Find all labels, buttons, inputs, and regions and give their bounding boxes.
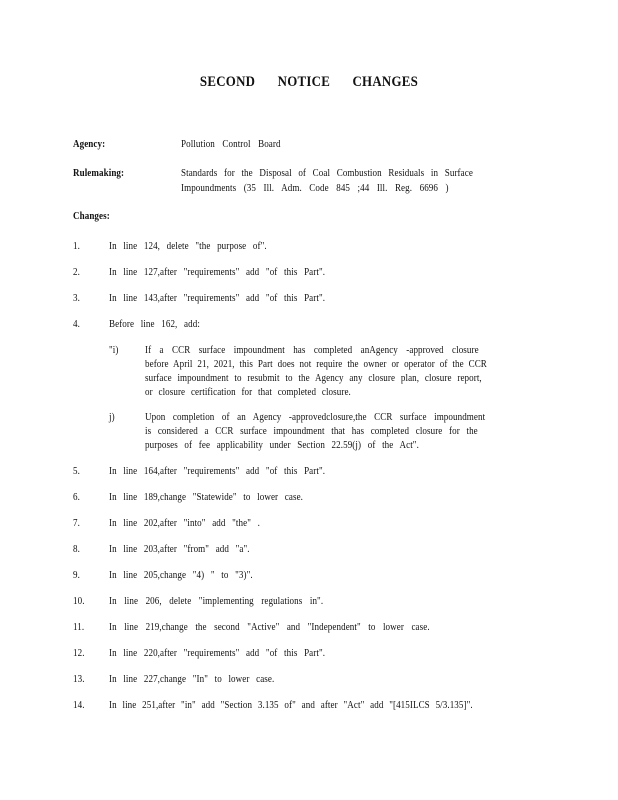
change-text: In line 205,change "4) " to "3)".: [109, 570, 253, 581]
change-text: In line 203,after "from" add "a".: [109, 544, 250, 555]
change-text: In line 143,after "requirements" add "of this Part".: [109, 293, 326, 304]
change-number: 7.: [73, 518, 80, 529]
change-text: In line 124, delete "the purpose of".: [109, 241, 267, 252]
change-text: In line 227,change "In" to lower case.: [109, 674, 275, 685]
change-number: 9.: [73, 570, 80, 581]
change-number: 10.: [73, 596, 85, 607]
change-text: In line 219,change the second "Active" and "Independent" to lower case.: [109, 622, 430, 633]
insert-j-label: j): [109, 412, 115, 423]
change-number: 1.: [73, 241, 80, 252]
change-number: 8.: [73, 544, 80, 555]
agency-label: Agency:: [73, 139, 106, 150]
change-number: 14.: [73, 700, 85, 711]
change-text: In line 251,after "in" add "Section 3.135 of" and after "Act" add "[415ILCS 5/3.135]".: [109, 700, 473, 711]
insert-j-line-2: is considered a CCR surface impoundment that has completed closure for the: [145, 426, 478, 437]
change-number: 6.: [73, 492, 80, 503]
rulemaking-line-2: Impoundments (35 Ill. Adm. Code 845 ;44 Ill. Reg. 6696 ): [181, 183, 449, 194]
insert-i-line-1: If a CCR surface impoundment has completed anAgency -approved closure: [145, 345, 479, 356]
insert-i-line-4: or closure certification for that completed closure.: [145, 387, 351, 398]
change-text: Before line 162, add:: [109, 319, 200, 330]
change-number: 11.: [73, 622, 85, 633]
change-text: In line 127,after "requirements" add "of this Part".: [109, 267, 326, 278]
change-number: 2.: [73, 267, 80, 278]
change-text: In line 189,change "Statewide" to lower case.: [109, 492, 304, 503]
page-title: SECOND NOTICE CHANGES: [199, 74, 419, 90]
change-number: 12.: [73, 648, 85, 659]
change-text: In line 206, delete "implementing regulations in".: [109, 596, 324, 607]
change-number: 13.: [73, 674, 85, 685]
change-number: 4.: [73, 319, 80, 330]
insert-j-line-1: Upon completion of an Agency -approvedclosure,the CCR surface impoundment: [145, 412, 486, 423]
rulemaking-label: Rulemaking:: [73, 168, 125, 179]
agency-value: Pollution Control Board: [181, 139, 281, 150]
change-text: In line 220,after "requirements" add "of this Part".: [109, 648, 326, 659]
insert-i-line-2: before April 21, 2021, this Part does not require the owner or operator of the CCR: [145, 359, 487, 370]
rulemaking-line-1: Standards for the Disposal of Coal Combustion Residuals in Surface: [181, 168, 473, 179]
change-text: In line 202,after "into" add "the" .: [109, 518, 260, 529]
change-number: 5.: [73, 466, 80, 477]
insert-j-line-3: purposes of fee applicability under Section 22.59(j) of the Act".: [145, 440, 419, 451]
changes-heading: Changes:: [73, 211, 110, 222]
change-text: In line 164,after "requirements" add "of this Part".: [109, 466, 326, 477]
change-number: 3.: [73, 293, 80, 304]
insert-i-label: "i): [109, 345, 119, 356]
insert-i-line-3: surface impoundment to resubmit to the Agency any closure plan, closure report,: [145, 373, 482, 384]
